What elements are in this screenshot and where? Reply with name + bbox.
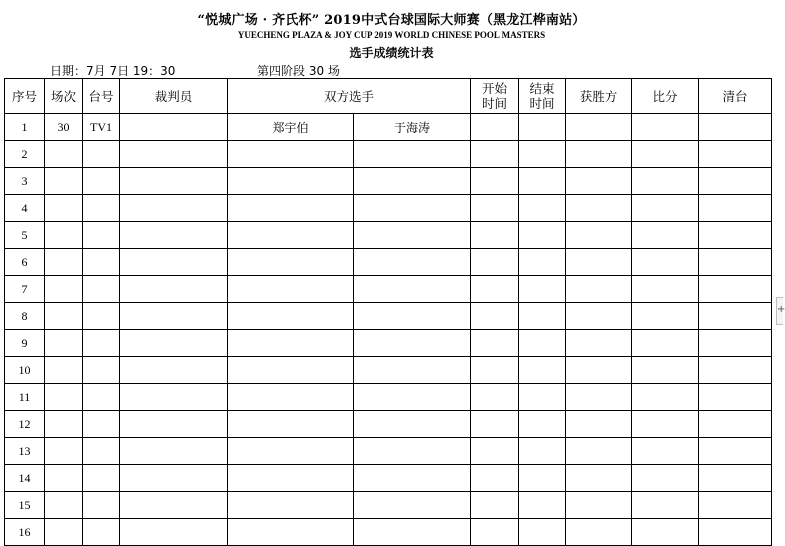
page-title-english: YUECHENG PLAZA & JOY CUP 2019 WORLD CHINESE POOL MASTERS <box>237 30 546 40</box>
cell-player-a <box>228 519 354 546</box>
table-row <box>5 195 772 222</box>
cell-end-time <box>519 276 566 303</box>
cell-referee <box>120 438 228 465</box>
cell-winner <box>566 357 632 384</box>
cell-seq: 6 <box>5 249 45 276</box>
table-row <box>5 357 772 384</box>
cell-end-time <box>519 330 566 357</box>
cell-winner <box>566 114 632 141</box>
table-row <box>5 249 772 276</box>
cell-referee <box>120 384 228 411</box>
table-row <box>5 114 772 141</box>
cell-score <box>632 222 699 249</box>
header-clear: 清台 <box>699 79 772 114</box>
cell-winner <box>566 249 632 276</box>
cell-clear <box>699 249 772 276</box>
table-row <box>5 519 772 546</box>
cell-score <box>632 492 699 519</box>
cell-seq: 14 <box>5 465 45 492</box>
cell-score <box>632 330 699 357</box>
cell-player-b <box>354 411 471 438</box>
cell-clear <box>699 168 772 195</box>
cell-player-b <box>354 276 471 303</box>
cell-winner <box>566 465 632 492</box>
side-expand-handle[interactable] <box>776 297 783 325</box>
cell-seq: 3 <box>5 168 45 195</box>
header-referee: 裁判员 <box>120 79 228 114</box>
cell-score <box>632 357 699 384</box>
cell-player-a: 郑宇伯 <box>228 114 354 141</box>
header-start-time-line2: 时间 <box>481 96 507 111</box>
cell-end-time <box>519 519 566 546</box>
cell-end-time <box>519 384 566 411</box>
cell-match <box>45 384 83 411</box>
cell-seq: 10 <box>5 357 45 384</box>
cell-referee <box>120 249 228 276</box>
cell-winner <box>566 330 632 357</box>
cell-end-time <box>519 141 566 168</box>
cell-end-time <box>519 357 566 384</box>
cell-score <box>632 519 699 546</box>
cell-player-b <box>354 384 471 411</box>
cell-player-b <box>354 519 471 546</box>
sheet-subtitle: 选手成绩统计表 <box>349 46 434 60</box>
cell-player-b <box>354 330 471 357</box>
cell-player-a <box>228 249 354 276</box>
cell-seq: 12 <box>5 411 45 438</box>
cell-player-a <box>228 438 354 465</box>
cell-score <box>632 303 699 330</box>
cell-seq: 16 <box>5 519 45 546</box>
header-seq: 序号 <box>5 79 45 114</box>
cell-score <box>632 438 699 465</box>
cell-clear <box>699 276 772 303</box>
cell-table-no <box>83 168 120 195</box>
cell-referee <box>120 465 228 492</box>
cell-start-time <box>471 195 519 222</box>
cell-match <box>45 276 83 303</box>
header-end-time <box>519 79 566 114</box>
cell-match <box>45 222 83 249</box>
cell-clear <box>699 411 772 438</box>
cell-winner <box>566 519 632 546</box>
table-row <box>5 330 772 357</box>
cell-clear <box>699 384 772 411</box>
cell-start-time <box>471 384 519 411</box>
date-label: 日期：7月 7日 19：30 <box>50 64 176 78</box>
cell-clear <box>699 492 772 519</box>
cell-start-time <box>471 114 519 141</box>
cell-winner <box>566 303 632 330</box>
cell-table-no <box>83 438 120 465</box>
cell-player-a <box>228 357 354 384</box>
cell-player-a <box>228 303 354 330</box>
cell-start-time <box>471 222 519 249</box>
cell-winner <box>566 141 632 168</box>
header-end-time-line2: 时间 <box>529 96 555 111</box>
cell-start-time <box>471 141 519 168</box>
cell-match <box>45 195 83 222</box>
cell-start-time <box>471 357 519 384</box>
cell-seq: 8 <box>5 303 45 330</box>
cell-clear <box>699 195 772 222</box>
cell-player-a <box>228 384 354 411</box>
cell-table-no <box>83 222 120 249</box>
cell-score <box>632 465 699 492</box>
cell-clear <box>699 222 772 249</box>
cell-player-b <box>354 357 471 384</box>
cell-start-time <box>471 276 519 303</box>
header-end-time-line1: 结束 <box>529 81 555 96</box>
cell-match <box>45 168 83 195</box>
header-score: 比分 <box>632 79 699 114</box>
header-players: 双方选手 <box>228 79 471 114</box>
cell-table-no <box>83 276 120 303</box>
cell-table-no <box>83 492 120 519</box>
cell-match <box>45 465 83 492</box>
stage-label: 第四阶段 30 场 <box>257 64 340 78</box>
cell-referee <box>120 303 228 330</box>
cell-start-time <box>471 492 519 519</box>
cell-score <box>632 195 699 222</box>
table-row <box>5 303 772 330</box>
header-start-time <box>471 79 519 114</box>
cell-player-a <box>228 411 354 438</box>
cell-player-b <box>354 168 471 195</box>
cell-table-no <box>83 357 120 384</box>
cell-table-no <box>83 465 120 492</box>
cell-player-a <box>228 195 354 222</box>
table-row <box>5 276 772 303</box>
cell-table-no <box>83 330 120 357</box>
cell-score <box>632 276 699 303</box>
cell-match <box>45 438 83 465</box>
cell-match <box>45 141 83 168</box>
cell-table-no <box>83 411 120 438</box>
cell-start-time <box>471 168 519 195</box>
score-table <box>4 78 772 546</box>
cell-referee <box>120 195 228 222</box>
cell-table-no <box>83 195 120 222</box>
cell-referee <box>120 411 228 438</box>
table-row <box>5 465 772 492</box>
cell-table-no <box>83 141 120 168</box>
table-row <box>5 168 772 195</box>
cell-match <box>45 492 83 519</box>
cell-clear <box>699 519 772 546</box>
cell-winner <box>566 492 632 519</box>
cell-clear <box>699 303 772 330</box>
cell-end-time <box>519 114 566 141</box>
table-row <box>5 384 772 411</box>
cell-start-time <box>471 519 519 546</box>
cell-clear <box>699 114 772 141</box>
cell-clear <box>699 141 772 168</box>
cell-player-a <box>228 330 354 357</box>
cell-clear <box>699 438 772 465</box>
cell-table-no <box>83 519 120 546</box>
cell-end-time <box>519 465 566 492</box>
cell-winner <box>566 384 632 411</box>
cell-match <box>45 411 83 438</box>
cell-seq: 2 <box>5 141 45 168</box>
cell-end-time <box>519 438 566 465</box>
cell-start-time <box>471 465 519 492</box>
cell-player-b: 于海涛 <box>354 114 471 141</box>
cell-start-time <box>471 411 519 438</box>
table-row <box>5 438 772 465</box>
cell-table-no: TV1 <box>83 114 120 141</box>
page-title: “悦城广场 · 齐氏杯” 2019中式台球国际大师赛（黑龙江桦南站） <box>197 13 586 28</box>
cell-player-a <box>228 168 354 195</box>
side-expand-glyph: + <box>777 304 785 315</box>
cell-score <box>632 411 699 438</box>
cell-seq: 15 <box>5 492 45 519</box>
cell-seq: 13 <box>5 438 45 465</box>
table-row <box>5 141 772 168</box>
cell-player-b <box>354 465 471 492</box>
cell-winner <box>566 276 632 303</box>
cell-end-time <box>519 411 566 438</box>
cell-referee <box>120 168 228 195</box>
cell-end-time <box>519 195 566 222</box>
cell-referee <box>120 519 228 546</box>
cell-end-time <box>519 249 566 276</box>
cell-referee <box>120 492 228 519</box>
cell-referee <box>120 222 228 249</box>
cell-seq: 11 <box>5 384 45 411</box>
cell-player-a <box>228 276 354 303</box>
cell-player-b <box>354 141 471 168</box>
cell-winner <box>566 195 632 222</box>
cell-clear <box>699 465 772 492</box>
table-row <box>5 411 772 438</box>
cell-winner <box>566 222 632 249</box>
cell-player-a <box>228 465 354 492</box>
cell-seq: 9 <box>5 330 45 357</box>
cell-table-no <box>83 249 120 276</box>
header-start-time-line1: 开始 <box>481 81 507 96</box>
cell-player-b <box>354 195 471 222</box>
cell-player-b <box>354 249 471 276</box>
cell-score <box>632 384 699 411</box>
cell-end-time <box>519 168 566 195</box>
cell-start-time <box>471 303 519 330</box>
cell-player-a <box>228 141 354 168</box>
cell-winner <box>566 438 632 465</box>
table-header-row <box>5 79 772 114</box>
cell-player-a <box>228 222 354 249</box>
cell-player-b <box>354 492 471 519</box>
cell-seq: 4 <box>5 195 45 222</box>
cell-seq: 7 <box>5 276 45 303</box>
cell-referee <box>120 141 228 168</box>
header-table-no: 台号 <box>83 79 120 114</box>
cell-start-time <box>471 249 519 276</box>
cell-player-a <box>228 492 354 519</box>
cell-referee <box>120 330 228 357</box>
cell-end-time <box>519 303 566 330</box>
cell-player-b <box>354 438 471 465</box>
cell-end-time <box>519 222 566 249</box>
cell-match: 30 <box>45 114 83 141</box>
cell-score <box>632 168 699 195</box>
header-match: 场次 <box>45 79 83 114</box>
cell-player-b <box>354 222 471 249</box>
cell-score <box>632 249 699 276</box>
cell-match <box>45 357 83 384</box>
cell-table-no <box>83 303 120 330</box>
cell-clear <box>699 357 772 384</box>
cell-clear <box>699 330 772 357</box>
cell-seq: 1 <box>5 114 45 141</box>
header-winner: 获胜方 <box>566 79 632 114</box>
cell-score <box>632 114 699 141</box>
cell-match <box>45 519 83 546</box>
cell-end-time <box>519 492 566 519</box>
cell-referee <box>120 114 228 141</box>
cell-winner <box>566 411 632 438</box>
cell-start-time <box>471 438 519 465</box>
cell-referee <box>120 357 228 384</box>
cell-match <box>45 330 83 357</box>
cell-winner <box>566 168 632 195</box>
cell-seq: 5 <box>5 222 45 249</box>
table-row <box>5 222 772 249</box>
table-row <box>5 492 772 519</box>
cell-referee <box>120 276 228 303</box>
cell-start-time <box>471 330 519 357</box>
cell-match <box>45 303 83 330</box>
cell-player-b <box>354 303 471 330</box>
cell-score <box>632 141 699 168</box>
cell-table-no <box>83 384 120 411</box>
cell-match <box>45 249 83 276</box>
